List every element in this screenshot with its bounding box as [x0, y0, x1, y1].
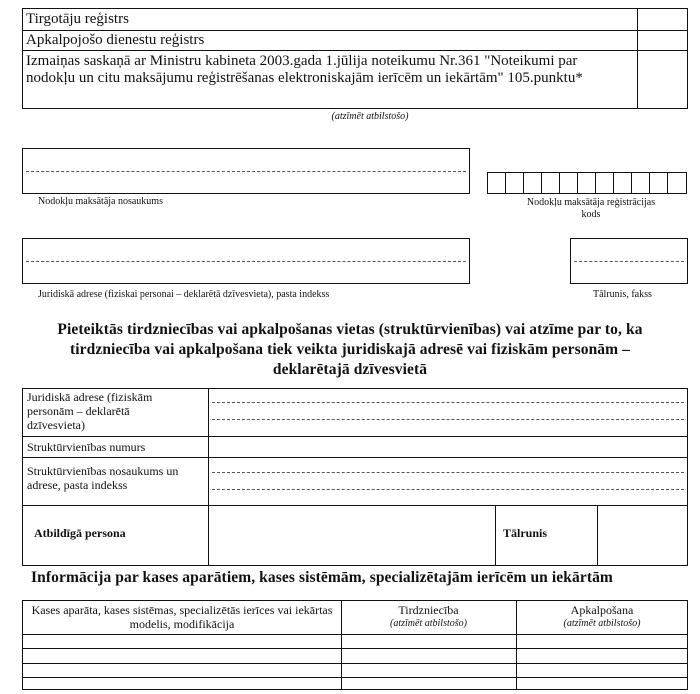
taxpayer-name-dotted-line	[26, 171, 466, 172]
phone-fax-dotted-line	[574, 261, 684, 262]
responsible-person-input[interactable]	[209, 506, 494, 565]
responsible-phone-label: Tālrunis	[503, 526, 548, 540]
registry-row-divider	[22, 50, 688, 51]
code-cell-divider	[559, 172, 560, 194]
registration-code-label: Nodokļu maksātāja reģistrācijas kods	[526, 197, 656, 220]
code-cell-divider	[613, 172, 614, 194]
devices-row-trade-cell[interactable]	[342, 649, 515, 662]
code-cell-divider	[667, 172, 668, 194]
devices-row-service-cell[interactable]	[517, 649, 687, 662]
devices-row-model-cell[interactable]	[23, 664, 340, 676]
devices-trade-note: (atzīmēt atbilstošo)	[390, 618, 467, 629]
code-cell-divider	[505, 172, 506, 194]
registry-checkbox-traders[interactable]	[638, 9, 687, 30]
legal-address-row-input[interactable]	[209, 389, 687, 435]
devices-row-trade-cell[interactable]	[342, 664, 515, 676]
devices-row-service-cell[interactable]	[517, 664, 687, 676]
taxpayer-name-label: Nodokļu maksātāja nosaukums	[38, 196, 163, 207]
legal-address-label: Juridiskā adrese (fiziskai personai – deklarētā dzīvesvieta), pasta indekss	[38, 289, 330, 300]
registry-checkbox-changes[interactable]	[638, 51, 687, 108]
unit-name-address-input[interactable]	[209, 458, 687, 504]
section1-heading: Pieteiktās tirdzniecības vai apkalpošanas vietas (struktūrvienības) vai atzīme par to, ka tirdzniecība vai apkalpošana tiek veikta juridiskajā adresē vai fiziskām personām – deklarētajā dzīvesvietā	[57, 321, 643, 378]
devices-row-model-cell[interactable]	[23, 635, 340, 648]
devices-row-service-cell[interactable]	[517, 635, 687, 648]
code-cell-divider	[523, 172, 524, 194]
unit-number-input[interactable]	[209, 437, 687, 456]
registry-row-divider	[22, 30, 688, 31]
unit-name-address-label: Struktūrvienības nosaukums un adrese, pasta indekss	[27, 464, 179, 492]
registration-code-field[interactable]	[487, 172, 687, 194]
devices-row-trade-cell[interactable]	[342, 678, 515, 689]
registry-checkbox-service[interactable]	[638, 31, 687, 50]
legal-address-dotted-line	[26, 261, 466, 262]
devices-model-header: Kases aparāta, kases sistēmas, specializētās ierīces vai iekārtas modelis, modifikācija	[31, 603, 333, 631]
registry-option-service: Apkalpojošo dienestu reģistrs	[26, 32, 205, 48]
responsible-phone-input[interactable]	[598, 506, 687, 565]
registry-option-changes: Izmaiņas saskaņā ar Ministru kabineta 2003.gada 1.jūlija noteikumu Nr.361 "Noteikumi par nodokļu un citu maksājumu reģistrēšanas elektroniskajām ierīcēm un iekārtām" 105.punktu*	[26, 53, 583, 86]
devices-row-service-cell[interactable]	[517, 678, 687, 689]
devices-row-model-cell[interactable]	[23, 649, 340, 662]
devices-service-header: Apkalpošana	[570, 603, 634, 617]
code-cell-divider	[631, 172, 632, 194]
code-cell-divider	[577, 172, 578, 194]
code-cell-divider	[595, 172, 596, 194]
section2-heading: Informācija par kases aparātiem, kases sistēmām, specializētajām ierīcēm un iekārtām	[31, 569, 613, 586]
phone-fax-label: Tālrunis, fakss	[593, 289, 652, 300]
registry-note: (atzīmēt atbilstošo)	[331, 111, 409, 122]
unit-number-label: Struktūrvienības numurs	[27, 440, 146, 454]
phone-label-divider	[495, 505, 496, 566]
registry-option-traders: Tirgotāju reģistrs	[26, 11, 129, 27]
devices-row-model-cell[interactable]	[23, 678, 340, 689]
responsible-person-label: Atbildīgā persona	[34, 526, 126, 540]
code-cell-divider	[541, 172, 542, 194]
devices-row-trade-cell[interactable]	[342, 635, 515, 648]
code-cell-divider	[649, 172, 650, 194]
devices-trade-header: Tirdzniecība	[398, 603, 459, 617]
devices-service-note: (atzīmēt atbilstošo)	[563, 618, 641, 629]
legal-address-row-label: Juridiskā adrese (fiziskām personām – deklarētā dzīvesvieta)	[27, 390, 153, 432]
